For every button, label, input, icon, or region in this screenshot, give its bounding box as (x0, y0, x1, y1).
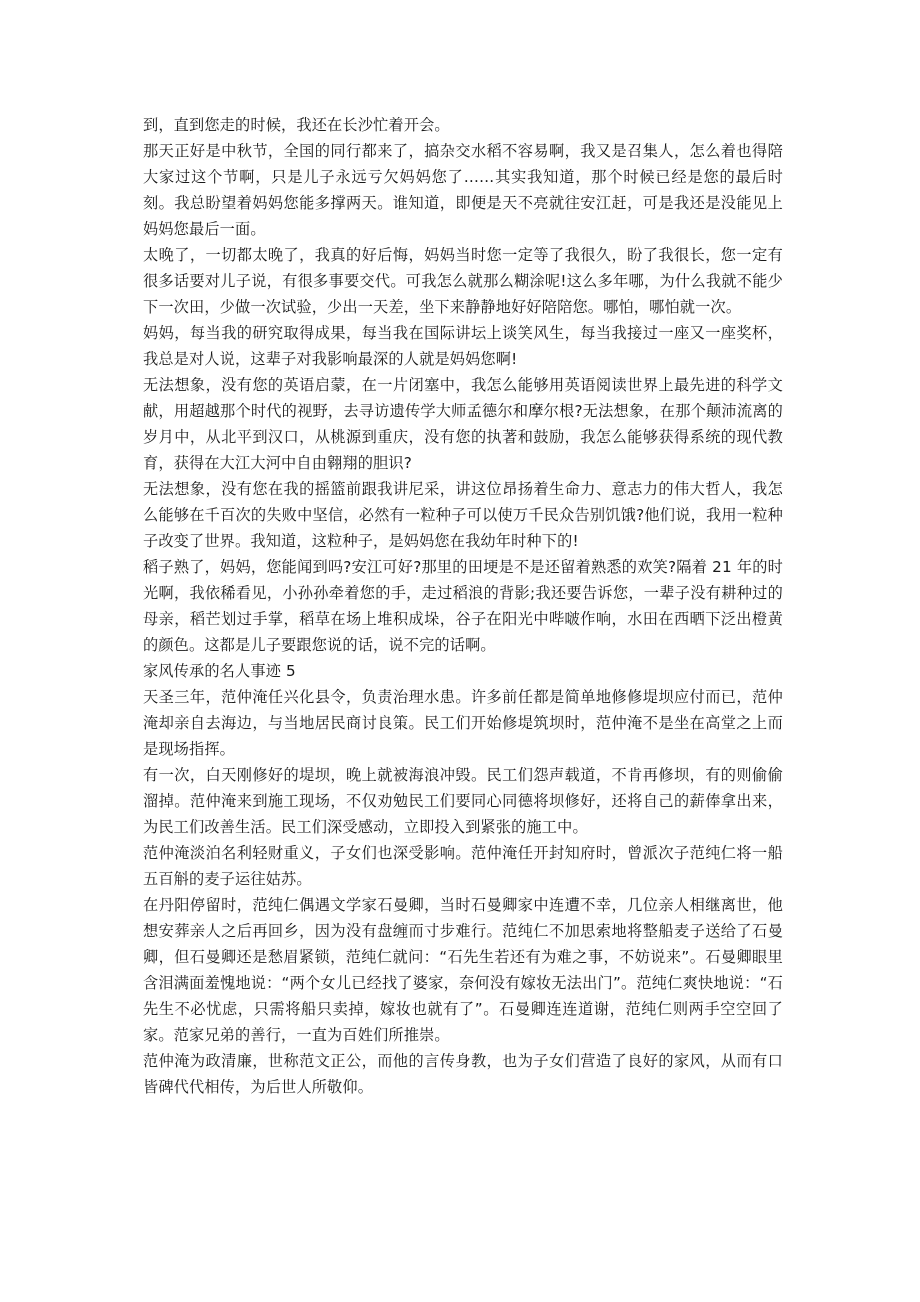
section-paragraph-2: 有一次，白天刚修好的堤坝，晚上就被海浪冲毁。民工们怨声载道，不肯再修坝，有的则偷偷溜掉。范仲淹来到施工现场，不仅劝勉民工们要同心同德将坝修好，还将自己的薪俸拿出来，为民工们改善生活。民工们深受感动，立即投入到紧张的施工中。 (143, 766, 783, 836)
document-page (143, 112, 783, 1100)
paragraph-6: 无法想象，没有您在我的摇篮前跟我讲尼采，讲这位昂扬着生命力、意志力的伟大哲人，我怎么能够在千百次的失败中坚信，必然有一粒种子可以使万千民众告别饥饿?他们说，我用一粒种子改变了世界。我知道，这粒种子，是妈妈您在我幼年时种下的! (143, 480, 783, 550)
section-paragraph-4: 在丹阳停留时，范纯仁偶遇文学家石曼卿，当时石曼卿家中连遭不幸，几位亲人相继离世，他想安葬亲人之后再回乡，因为没有盘缠而寸步难行。范纯仁不加思索地将整船麦子送给了石曼卿，但石曼卿还是愁眉紧锁，范纯仁就问：“石先生若还有为难之事，不妨说来”。石曼卿眼里含泪满面羞愧地说：“两个女儿已经找了婆家，奈何没有嫁妆无法出门”。范纯仁爽快地说：“石先生不必忧虑，只需将船只卖掉，嫁妆也就有了”。石曼卿连连道谢，范纯仁则两手空空回了家。范家兄弟的善行，一直为百姓们所推崇。 (143, 896, 783, 1044)
paragraph-4: 妈妈，每当我的研究取得成果，每当我在国际讲坛上谈笑风生，每当我接过一座又一座奖杯，我总是对人说，这辈子对我影响最深的人就是妈妈您啊! (143, 324, 783, 368)
section-paragraph-1: 天圣三年，范仲淹任兴化县令，负责治理水患。许多前任都是简单地修修堤坝应付而已，范仲淹却亲自去海边，与当地居民商讨良策。民工们开始修堤筑坝时，范仲淹不是坐在高堂之上而是现场指挥。 (143, 688, 783, 758)
paragraph-3: 太晚了，一切都太晚了，我真的好后悔，妈妈当时您一定等了我很久，盼了我很长，您一定有很多话要对儿子说，有很多事要交代。可我怎么就那么糊涂呢!这么多年哪，为什么我就不能少下一次田，少做一次试验，少出一天差，坐下来静静地好好陪陪您。哪怕，哪怕就一次。 (143, 246, 783, 316)
paragraph-1: 到，直到您走的时候，我还在长沙忙着开会。 (143, 116, 450, 134)
paragraph-2: 那天正好是中秋节，全国的同行都来了，搞杂交水稻不容易啊，我又是召集人，怎么着也得陪大家过这个节啊，只是儿子永远亏欠妈妈您了……其实我知道，那个时候已经是您的最后时刻。我总盼望着妈妈您能多撑两天。谁知道，即便是天不亮就往安江赶，可是我还是没能见上妈妈您最后一面。 (143, 142, 783, 238)
paragraph-7: 稻子熟了，妈妈，您能闻到吗?安江可好?那里的田埂是不是还留着熟悉的欢笑?隔着 21 年的时光啊，我依稀看见，小孙孙牵着您的手，走过稻浪的背影;我还要告诉您，一辈子没有耕种过的母亲，稻芒划过手掌，稻草在场上堆积成垛，谷子在阳光中哔啵作响，水田在西晒下泛出橙黄的颜色。这都是儿子要跟您说的话，说不完的话啊。 (143, 558, 783, 654)
paragraph-5: 无法想象，没有您的英语启蒙，在一片闭塞中，我怎么能够用英语阅读世界上最先进的科学文献，用超越那个时代的视野，去寻访遗传学大师孟德尔和摩尔根?无法想象，在那个颠沛流离的岁月中，从北平到汉口，从桃源到重庆，没有您的执著和鼓励，我怎么能够获得系统的现代教育，获得在大江大河中自由翱翔的胆识? (143, 376, 783, 472)
section-title: 家风传承的名人事迹 5 (143, 662, 296, 680)
section-paragraph-5: 范仲淹为政清廉，世称范文正公，而他的言传身教，也为子女们营造了良好的家风，从而有口皆碑代代相传，为后世人所敬仰。 (143, 1052, 783, 1096)
section-paragraph-3: 范仲淹淡泊名利轻财重义，子女们也深受影响。范仲淹任开封知府时，曾派次子范纯仁将一船五百斛的麦子运往姑苏。 (143, 844, 783, 888)
